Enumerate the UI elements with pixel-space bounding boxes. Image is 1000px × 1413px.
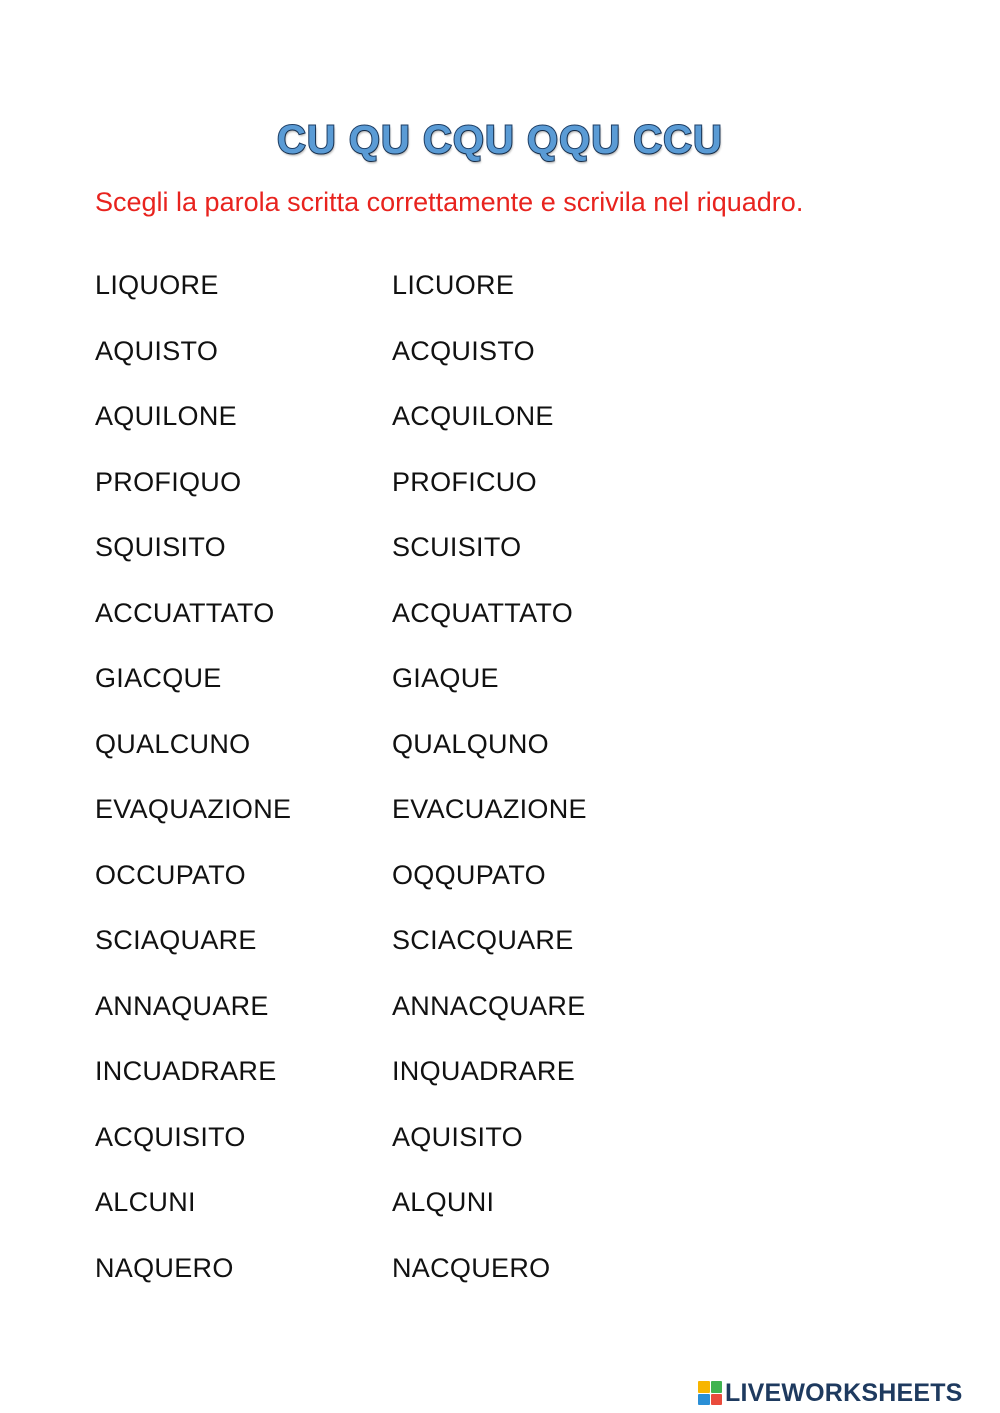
word-option-right: PROFICUO — [392, 466, 537, 497]
word-row — [95, 1056, 795, 1122]
word-row — [95, 794, 795, 860]
word-option-right: GIAQUE — [392, 663, 499, 693]
word-option-left: INCUADRARE — [95, 1056, 277, 1086]
word-option-right: QUALQUNO — [392, 728, 549, 759]
word-option-left: ALCUNI — [95, 1187, 196, 1217]
liveworksheets-logo[interactable] — [698, 1379, 963, 1407]
liveworksheets-logo-icon — [698, 1381, 722, 1405]
word-option-right: OQQUPATO — [392, 859, 546, 890]
word-row — [95, 467, 795, 533]
word-option-left: AQUILONE — [95, 401, 237, 431]
word-option-left: ACQUISITO — [95, 1121, 246, 1152]
word-row — [95, 270, 795, 336]
word-option-right: NACQUERO — [392, 1252, 551, 1283]
word-option-left: AQUISTO — [95, 335, 219, 366]
word-option-left: GIACQUE — [95, 663, 222, 693]
word-option-left: SCIAQUARE — [95, 925, 257, 955]
word-row — [95, 1122, 795, 1188]
word-option-right: SCIACQUARE — [392, 925, 574, 955]
word-option-left: EVAQUAZIONE — [95, 794, 292, 824]
word-row — [95, 336, 795, 402]
logo-text: LIVEWORKSHEETS — [725, 1378, 963, 1407]
word-option-right: INQUADRARE — [392, 1056, 576, 1086]
word-option-left: OCCUPATO — [95, 859, 246, 890]
word-option-left: ANNAQUARE — [95, 990, 269, 1021]
word-row — [95, 598, 795, 664]
word-row — [95, 1187, 795, 1253]
word-option-right: LICUORE — [392, 270, 515, 300]
word-row — [95, 991, 795, 1057]
word-row — [95, 1253, 795, 1319]
word-option-left: SQUISITO — [95, 532, 226, 562]
word-option-right: ACQUATTATO — [392, 597, 574, 628]
word-option-right: SCUISITO — [392, 532, 522, 562]
word-choice-list — [95, 270, 795, 1318]
worksheet-title: CU QU CQU QQU CCU — [277, 118, 723, 162]
word-option-right: ALQUNI — [392, 1187, 495, 1217]
word-option-right: AQUISITO — [392, 1121, 523, 1152]
word-option-left: LIQUORE — [95, 270, 219, 300]
word-row — [95, 663, 795, 729]
word-option-right: ACQUISTO — [392, 335, 535, 366]
word-option-left: QUALCUNO — [95, 728, 251, 759]
word-option-right: ANNACQUARE — [392, 990, 586, 1021]
word-row — [95, 401, 795, 467]
word-option-left: PROFIQUO — [95, 466, 242, 497]
word-option-left: ACCUATTATO — [95, 597, 275, 628]
word-row — [95, 532, 795, 598]
word-row — [95, 925, 795, 991]
word-option-left: NAQUERO — [95, 1252, 234, 1283]
word-row — [95, 860, 795, 926]
word-option-right: EVACUAZIONE — [392, 794, 587, 824]
word-row — [95, 729, 795, 795]
instruction-text: Scegli la parola scritta correttamente e scrivila nel riquadro. — [95, 187, 804, 217]
word-option-right: ACQUILONE — [392, 401, 554, 431]
